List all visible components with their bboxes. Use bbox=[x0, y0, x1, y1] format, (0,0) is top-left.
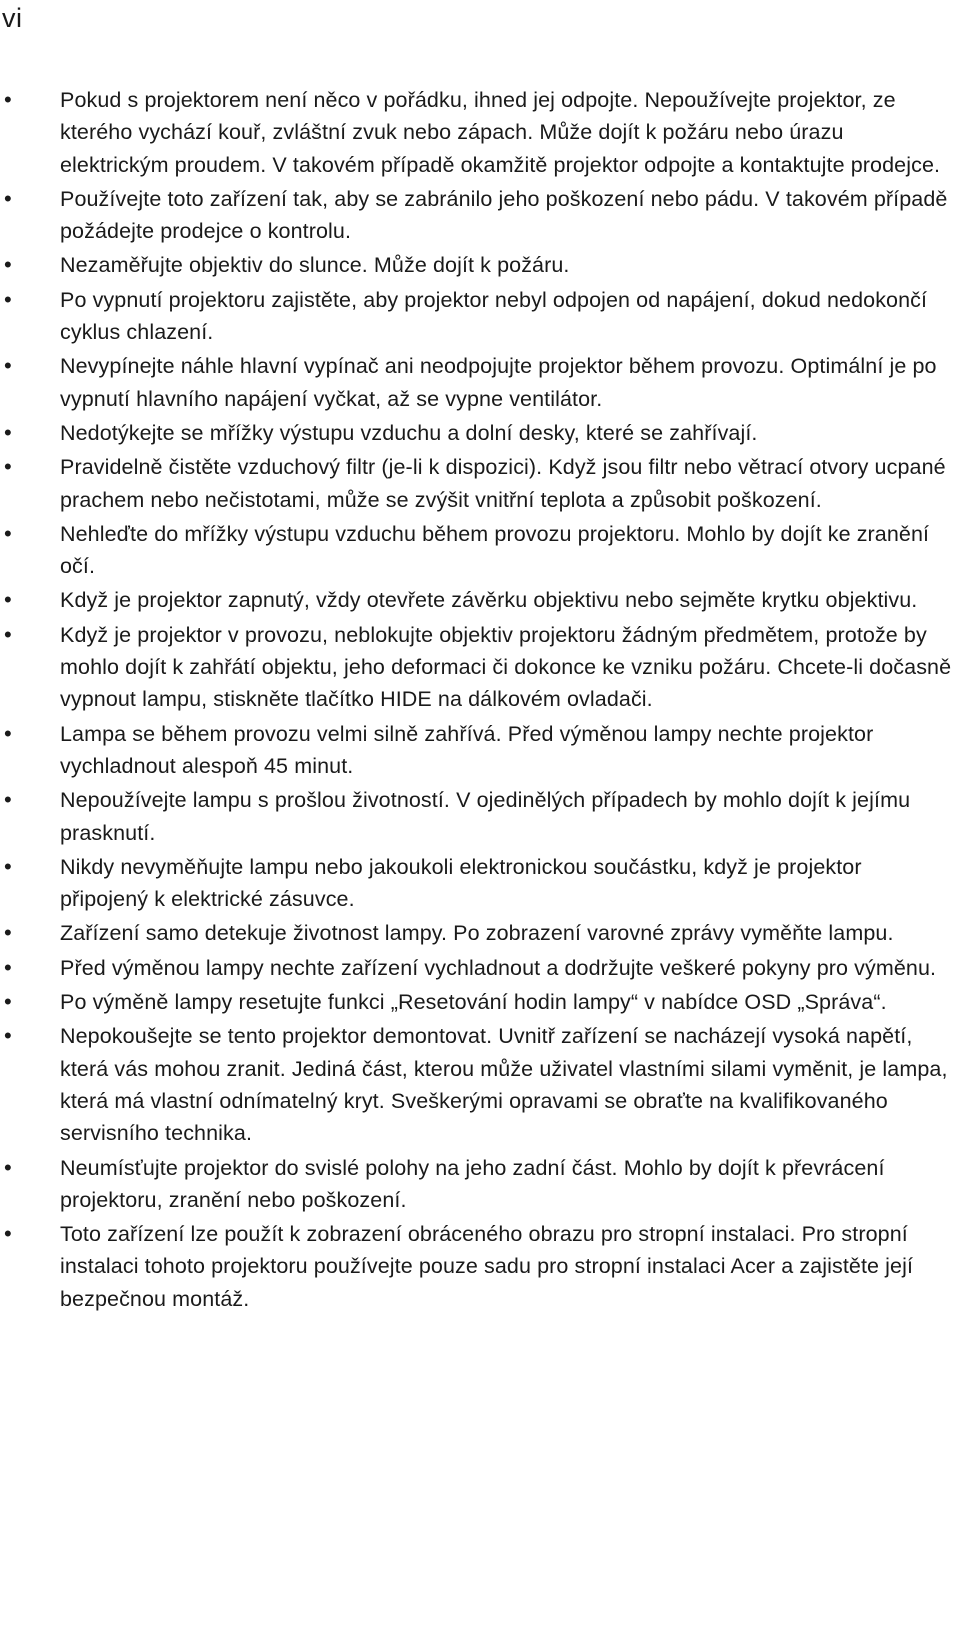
bullet-text: Toto zařízení lze použít k zobrazení obráceného obrazu pro stropní instalaci. Pro stropní instalaci tohoto projektoru používejte pouze sadu pro stropní instalaci Acer a zajistěte její bezpečnou montáž. bbox=[60, 1222, 914, 1311]
bullet-icon: • bbox=[4, 587, 12, 613]
bullet-item-1 bbox=[0, 84, 960, 181]
bullet-icon: • bbox=[4, 720, 12, 746]
bullet-item-3 bbox=[0, 249, 960, 281]
bullet-item-10 bbox=[0, 619, 960, 716]
bullet-item-13 bbox=[0, 851, 960, 916]
bullet-text: Lampa se během provozu velmi silně zahřívá. Před výměnou lampy nechte projektor vychladnout alespoň 45 minut. bbox=[60, 721, 874, 778]
bullet-icon: • bbox=[4, 787, 12, 813]
bullet-text: Pokud s projektorem není něco v pořádku, ihned jej odpojte. Nepoužívejte projektor, ze kterého vychází kouř, zvláštní zvuk nebo zápach. Může dojít k požáru nebo úrazu elektrickým proudem. V takovém případě okamžitě projektor odpojte a kontaktujte prodejce. bbox=[60, 88, 941, 177]
bullet-icon: • bbox=[4, 185, 12, 211]
bullet-text: Nedotýkejte se mřížky výstupu vzduchu a dolní desky, které se zahřívají. bbox=[60, 420, 758, 445]
bullet-item-17 bbox=[0, 1020, 960, 1149]
bullet-item-9 bbox=[0, 584, 960, 616]
bullet-icon: • bbox=[4, 1154, 12, 1180]
bullet-icon: • bbox=[4, 87, 12, 112]
bullet-icon: • bbox=[4, 353, 12, 379]
page-number: vi bbox=[2, 3, 23, 33]
bullet-icon: • bbox=[4, 920, 12, 946]
bullet-item-8 bbox=[0, 518, 960, 583]
bullet-item-11 bbox=[0, 718, 960, 783]
bullet-icon: • bbox=[4, 1221, 12, 1247]
bullet-icon: • bbox=[4, 520, 12, 546]
bullet-icon: • bbox=[4, 286, 12, 312]
bullet-item-14 bbox=[0, 917, 960, 949]
bullet-item-7 bbox=[0, 451, 960, 516]
bullet-text: Pravidelně čistěte vzduchový filtr (je-li k dispozici). Když jsou filtr nebo větrací otvory ucpané prachem nebo nečistotami, může se zvýšit vnitřní teplota a způsobit poškození. bbox=[60, 455, 946, 512]
bullet-text: Nepokoušejte se tento projektor demontovat. Uvnitř zařízení se nacházejí vysoká napětí, která vás mohou zranit. Jediná část, kterou může uživatel vlastními silami vyměnit, je lampa, která má vlastní odnímatelný kryt. Sveškerými opravami se obraťte na kvalifikovaného servisního technika. bbox=[60, 1024, 948, 1146]
bullet-text: Nezaměřujte objektiv do slunce. Může dojít k požáru. bbox=[60, 253, 570, 278]
bullet-icon: • bbox=[4, 954, 12, 980]
bullet-text: Nehleďte do mřížky výstupu vzduchu během provozu projektoru. Mohlo by dojít ke zranění očí. bbox=[60, 521, 930, 579]
safety-bullet-list bbox=[0, 84, 960, 1317]
bullet-text: Když je projektor zapnutý, vždy otevřete závěrku objektivu nebo sejměte krytku objektivu. bbox=[60, 588, 918, 613]
bullet-text: Neumísťujte projektor do svislé polohy na jeho zadní část. Mohlo by dojít k převrácení projektoru, zranění nebo poškození. bbox=[60, 1155, 885, 1212]
bullet-text: Nikdy nevyměňujte lampu nebo jakoukoli elektronickou součástku, když je projektor připojený k elektrické zásuvce. bbox=[60, 854, 862, 912]
bullet-text: Po vypnutí projektoru zajistěte, aby projektor nebyl odpojen od napájení, dokud nedokončí cyklus chlazení. bbox=[60, 287, 928, 345]
bullet-text: Po výměně lampy resetujte funkci „Resetování hodin lampy“ v nabídce OSD „Správa“. bbox=[60, 990, 887, 1015]
bullet-icon: • bbox=[4, 252, 12, 278]
bullet-item-16 bbox=[0, 986, 960, 1018]
bullet-icon: • bbox=[4, 853, 12, 879]
bullet-text: Zařízení samo detekuje životnost lampy. Po zobrazení varovné zprávy vyměňte lampu. bbox=[60, 921, 894, 946]
bullet-icon: • bbox=[4, 989, 12, 1015]
bullet-text: Používejte toto zařízení tak, aby se zabránilo jeho poškození nebo pádu. V takovém případě požádejte prodejce o kontrolu. bbox=[60, 186, 948, 244]
bullet-item-5 bbox=[0, 350, 960, 415]
bullet-text: Když je projektor v provozu, neblokujte objektiv projektoru žádným předmětem, protože by mohlo dojít k zahřátí objektu, jeho deformaci či dokonce ke vzniku požáru. Chcete-li dočasně vypnout lampu, stiskněte tlačítko HIDE na dálkovém ovladači. bbox=[60, 622, 952, 712]
bullet-text: Nepoužívejte lampu s prošlou životností. V ojedinělých případech by mohlo dojít k jejímu prasknutí. bbox=[60, 788, 911, 845]
bullet-item-4 bbox=[0, 284, 960, 349]
bullet-item-15 bbox=[0, 952, 960, 984]
bullet-text: Nevypínejte náhle hlavní vypínač ani neodpojujte projektor během provozu. Optimální je po vypnutí hlavního napájení vyčkat, až se vypne ventilátor. bbox=[60, 354, 937, 411]
bullet-icon: • bbox=[4, 1023, 12, 1049]
bullet-item-18 bbox=[0, 1152, 960, 1217]
bullet-item-12 bbox=[0, 784, 960, 849]
bullet-item-2 bbox=[0, 183, 960, 248]
bullet-icon: • bbox=[4, 621, 12, 647]
bullet-item-19 bbox=[0, 1218, 960, 1315]
bullet-icon: • bbox=[4, 419, 12, 445]
bullet-item-6 bbox=[0, 417, 960, 449]
bullet-icon: • bbox=[4, 454, 12, 480]
bullet-text: Před výměnou lampy nechte zařízení vychladnout a dodržujte veškeré pokyny pro výměnu. bbox=[60, 955, 937, 980]
